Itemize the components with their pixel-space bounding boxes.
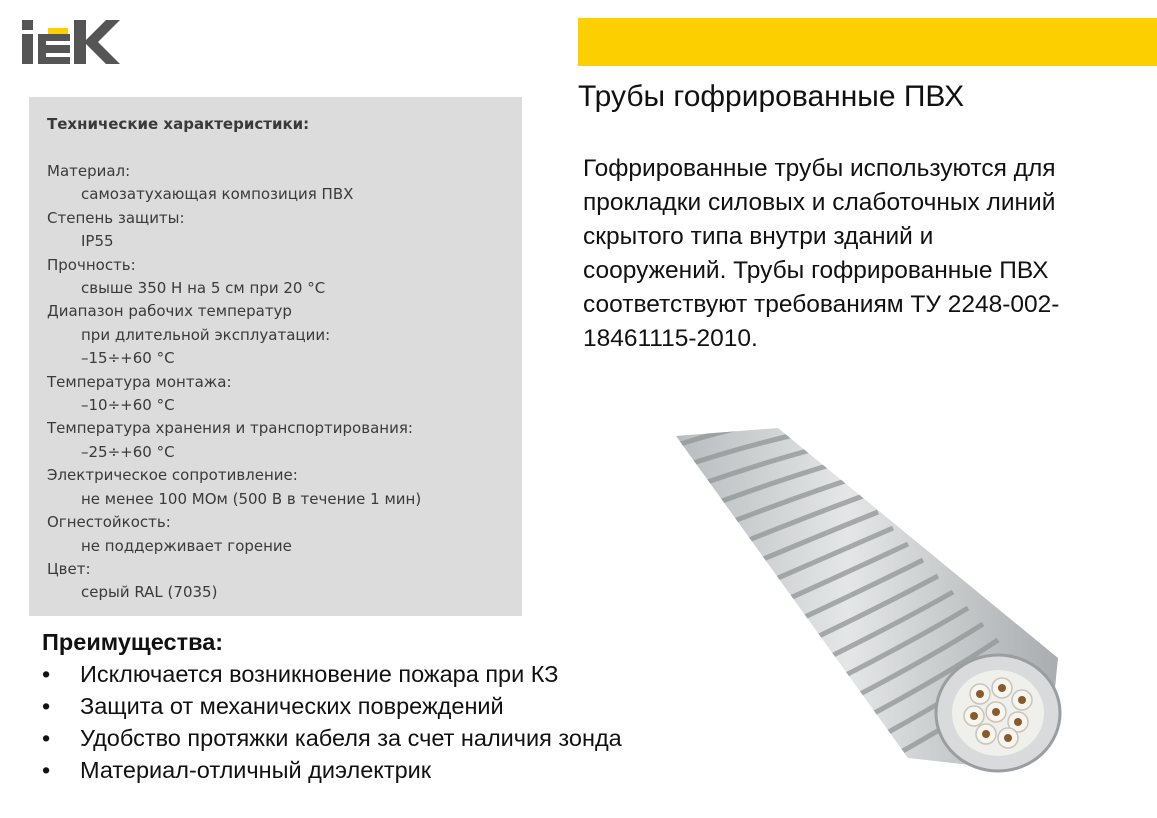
advantage-text: Исключается возникновение пожара при КЗ (80, 661, 559, 687)
spec-list (47, 160, 421, 605)
spec-value: свыше 350 Н на 5 см при 20 °C (81, 279, 326, 298)
spec-value: не менее 100 МОм (500 В в течение 1 мин) (81, 489, 422, 508)
advantage-item (42, 722, 622, 754)
spec-label: Огнестойкость: (47, 513, 171, 532)
spec-label: Температура монтажа: (47, 372, 232, 391)
spec-value: –25÷+60 °C (81, 442, 175, 461)
advantage-text: Защита от механических повреждений (80, 693, 504, 719)
spec-value: IP55 (81, 232, 114, 251)
advantages-section (42, 626, 622, 786)
spec-label: Степень защиты: (47, 208, 185, 227)
spec-label: Материал: (47, 162, 131, 180)
spec-label: Электрическое сопротивление: (47, 466, 298, 485)
header-accent-bar (578, 18, 1157, 66)
description-line: соответствуют требованиям ТУ 2248-002- (583, 291, 1060, 318)
advantage-item (42, 754, 622, 786)
bullet-icon: • (42, 693, 51, 719)
spec-value: самозатухающая композиция ПВХ (81, 185, 354, 204)
bullet-icon: • (42, 725, 51, 751)
advantage-item (42, 658, 622, 690)
description-text (583, 152, 1123, 356)
description-line: скрытого типа внутри зданий и (583, 223, 934, 250)
advantage-item (42, 690, 622, 722)
spec-label: Цвет: (47, 559, 91, 578)
specs-panel (29, 97, 522, 616)
spec-label: Температура хранения и транспортирования: (47, 419, 413, 438)
description-line: Гофрированные трубы используются для (583, 155, 1056, 182)
spec-value: –15÷+60 °C (81, 349, 175, 368)
description-line: 18461115-2010. (583, 325, 758, 352)
advantages-heading: Преимущества: (42, 629, 224, 655)
spec-label: Диапазон рабочих температур (47, 302, 292, 321)
bullet-icon: • (42, 661, 51, 687)
specs-heading: Технические характеристики: (47, 115, 310, 133)
description-line: сооружений. Трубы гофрированные ПВХ (583, 257, 1049, 284)
spec-value: при длительной эксплуатации: (81, 325, 331, 344)
iek-logo (22, 14, 122, 68)
spec-value: –10÷+60 °C (81, 396, 175, 415)
page-title: Трубы гофрированные ПВХ (578, 80, 965, 113)
spec-value: не поддерживает горение (81, 536, 292, 555)
spec-label: Прочность: (47, 255, 136, 274)
advantage-text: Удобство протяжки кабеля за счет наличия зонда (80, 725, 622, 751)
description-line: прокладки силовых и слаботочных линий (583, 189, 1056, 216)
corrugated-pipe-image (668, 428, 1088, 818)
spec-value: серый RAL (7035) (81, 583, 218, 602)
bullet-icon: • (42, 757, 51, 783)
advantage-text: Материал-отличный диэлектрик (80, 757, 432, 783)
